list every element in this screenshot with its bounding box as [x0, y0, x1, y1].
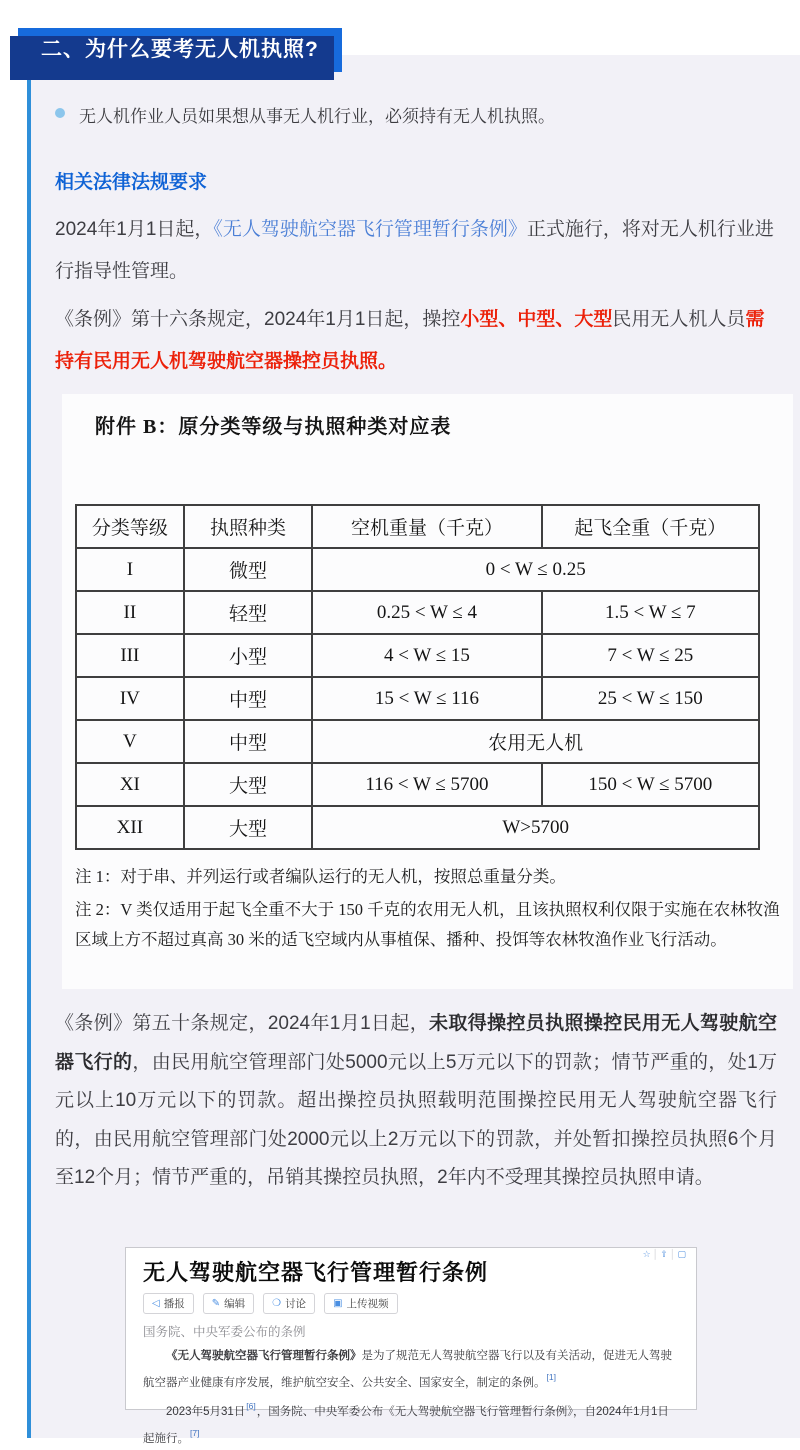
- baike-corner-toolbar: [643, 1249, 688, 1260]
- table-cell: W>5700: [312, 806, 759, 849]
- figure-title: 附件 B：原分类等级与执照种类对应表: [95, 416, 452, 438]
- bullet-item: [55, 102, 765, 127]
- table-cell: 大型: [184, 806, 313, 849]
- p1-post: 正式施行，将对无人机行业进行指导性管理。: [55, 219, 774, 282]
- regulation-title-link[interactable]: 《无人驾驶航空器飞行管理暂行条例》: [213, 219, 527, 240]
- baike-p1-text: 是为了规范无人驾驶航空器飞行以及有关活动，促进无人驾驶航空器产业健康有序发展，维护航空安全、公共安全、国家安全，制定的条例。: [143, 1350, 672, 1389]
- baike-button-label: 上传视频: [346, 1298, 389, 1310]
- table-row: [76, 548, 759, 591]
- table-cell: 大型: [184, 763, 313, 806]
- speaker-icon: ◁: [152, 1298, 160, 1309]
- table-cell: V: [76, 720, 184, 763]
- license-classification-table: [75, 504, 760, 850]
- license-table-body: [76, 548, 759, 849]
- baike-ref-1[interactable]: [1]: [546, 1372, 556, 1382]
- baike-corner-icon[interactable]: ⇪: [660, 1249, 670, 1259]
- baike-broadcast-button[interactable]: [143, 1293, 194, 1314]
- table-cell: 25 < W ≤ 150: [542, 677, 759, 720]
- table-cell: 150 < W ≤ 5700: [542, 763, 759, 806]
- attachment-b-figure: [62, 394, 793, 989]
- table-column-header: 空机重量（千克）: [312, 505, 541, 548]
- table-row: [76, 806, 759, 849]
- figure-note-1: 注 1：对于串、并列运行或者编队运行的无人机，按照总重量分类。: [75, 867, 566, 886]
- baike-p2-pre: 2023年5月31日: [166, 1406, 246, 1418]
- baike-action-bar: [143, 1293, 696, 1314]
- baike-p1-bold: 《无人驾驶航空器飞行管理暂行条例》: [166, 1350, 362, 1362]
- baike-ref-6[interactable]: [6]: [246, 1401, 256, 1411]
- baike-edit-button[interactable]: [203, 1293, 254, 1314]
- table-cell: XII: [76, 806, 184, 849]
- bullet-text: 无人机作业人员如果想从事无人机行业，必须持有无人机执照。: [79, 107, 555, 126]
- baike-corner-icon[interactable]: ☆: [642, 1249, 653, 1259]
- table-row: [76, 763, 759, 806]
- divider: │: [652, 1249, 661, 1259]
- table-column-header: 分类等级: [76, 505, 184, 548]
- paragraph-article-16: [55, 299, 777, 383]
- section-title-banner: [18, 28, 342, 72]
- p2-pre: 《条例》第十六条规定，2024年1月1日起，操控: [55, 309, 461, 330]
- table-row: [76, 720, 759, 763]
- p2-mid: 民用无人机人员: [612, 309, 746, 330]
- baike-subtitle: 国务院、中央军委公布的条例: [143, 1325, 306, 1339]
- baike-discuss-button[interactable]: [263, 1293, 315, 1314]
- chat-icon: ❍: [272, 1298, 282, 1309]
- baike-button-label: 播报: [163, 1298, 185, 1310]
- paragraph-article-50: [55, 1005, 777, 1198]
- table-cell: 116 < W ≤ 5700: [312, 763, 541, 806]
- section-title: 二、为什么要考无人机执照?: [41, 38, 319, 61]
- table-cell: 轻型: [184, 591, 313, 634]
- p2-red-sizes: 小型、中型、大型: [460, 309, 613, 330]
- paragraph-regulation-effective: [55, 209, 777, 293]
- p3-post: ，由民用航空管理部门处5000元以上5万元以下的罚款；情节严重的，处1万元以上10万元以下的罚款。超出操控员执照载明范围操控民用无人驾驶航空器飞行的，由民用航空管理部门处2000元以上2万元以下的罚款，并处暂扣操控员执照6个月至12个月；情节严重的，吊销其操控员执照，2年内不受理其操控员执照申请。: [55, 1051, 777, 1188]
- p3-pre: 《条例》第五十条规定，2024年1月1日起，: [55, 1013, 430, 1034]
- subheading-legal-requirements: 相关法律法规要求: [55, 172, 208, 193]
- table-header: [76, 505, 759, 548]
- table-row: [76, 677, 759, 720]
- video-icon: ▣: [333, 1298, 343, 1309]
- baike-button-label: 编辑: [224, 1298, 246, 1310]
- table-cell: 微型: [184, 548, 313, 591]
- baike-corner-icon[interactable]: ▢: [677, 1249, 688, 1259]
- table-cell: 0 < W ≤ 0.25: [312, 548, 759, 591]
- table-cell: 中型: [184, 677, 313, 720]
- table-cell: 农用无人机: [312, 720, 759, 763]
- baike-screenshot-card: [125, 1247, 697, 1445]
- table-cell: 4 < W ≤ 15: [312, 634, 541, 677]
- table-cell: 1.5 < W ≤ 7: [542, 591, 759, 634]
- table-cell: XI: [76, 763, 184, 806]
- table-cell: III: [76, 634, 184, 677]
- p3-bold-violation: 未取得操控员执照操控民用无人驾驶航空器飞行的: [55, 1013, 777, 1073]
- table-cell: 15 < W ≤ 116: [312, 677, 541, 720]
- table-cell: 7 < W ≤ 25: [542, 634, 759, 677]
- baike-button-label: 讨论: [285, 1298, 307, 1310]
- table-cell: I: [76, 548, 184, 591]
- left-accent-rail: [27, 74, 31, 1438]
- baike-summary-paragraph: [143, 1346, 679, 1394]
- p2-red-license: 需持有民用无人机驾驶航空器操控员执照。: [55, 309, 765, 372]
- baike-upload-video-button[interactable]: [324, 1293, 397, 1314]
- bullet-dot-icon: [55, 108, 65, 118]
- divider: │: [669, 1249, 678, 1259]
- table-row: [76, 591, 759, 634]
- baike-publish-paragraph: [143, 1396, 679, 1450]
- table-cell: 小型: [184, 634, 313, 677]
- table-cell: 0.25 < W ≤ 4: [312, 591, 541, 634]
- table-row: [76, 634, 759, 677]
- table-header-row: [76, 505, 759, 548]
- table-cell: 中型: [184, 720, 313, 763]
- table-column-header: 执照种类: [184, 505, 313, 548]
- baike-p2-mid: ，国务院、中央军委公布《无人驾驶航空器飞行管理暂行条例》，自2024年1月1日起施行。: [143, 1406, 669, 1445]
- pencil-icon: ✎: [211, 1298, 221, 1309]
- table-cell: IV: [76, 677, 184, 720]
- p1-pre: 2024年1月1日起，: [55, 219, 214, 240]
- table-column-header: 起飞全重（千克）: [542, 505, 759, 548]
- table-cell: II: [76, 591, 184, 634]
- baike-ref-7[interactable]: [7]: [190, 1428, 200, 1438]
- baike-entry-title: 无人驾驶航空器飞行管理暂行条例: [143, 1260, 489, 1285]
- figure-note-2: 注 2：V 类仅适用于起飞全重不大于 150 千克的农用无人机，且该执照权利仅限于实施在农林牧渔区域上方不超过真高 30 米的适飞空域内从事植保、播种、投饵等农林牧渔作业飞行活动。: [75, 900, 780, 949]
